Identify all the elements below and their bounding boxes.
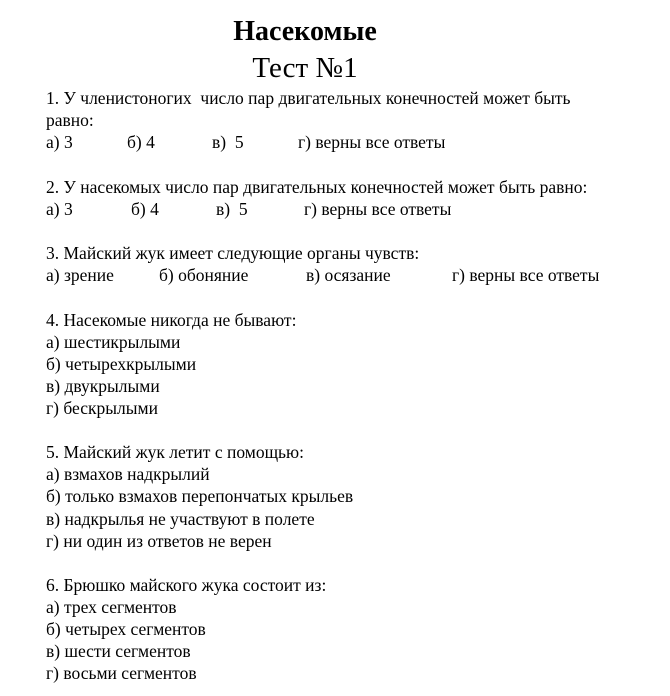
question-1-option-a: а) 3 bbox=[46, 132, 73, 152]
question-2-option-b: б) 4 bbox=[131, 199, 159, 219]
question-1-option-d: г) верны все ответы bbox=[298, 132, 446, 152]
question-1-text-line1: 1. У членистоногих число пар двигательных конечностей может быть bbox=[46, 88, 571, 108]
question-2-option-a: а) 3 bbox=[46, 199, 73, 219]
question-4-option-b: б) четырехкрылыми bbox=[46, 354, 197, 374]
page-title: Насекомые bbox=[233, 16, 377, 47]
question-1-text-line2: равно: bbox=[46, 110, 94, 130]
question-2-text: 2. У насекомых число пар двигательных конечностей может быть равно: bbox=[46, 177, 588, 197]
question-1-option-b: б) 4 bbox=[127, 132, 155, 152]
question-6-option-b: б) четырех сегментов bbox=[46, 619, 206, 639]
question-6-option-c: в) шести сегментов bbox=[46, 641, 191, 661]
question-4-option-d: г) бескрылыми bbox=[46, 398, 158, 418]
question-2-option-c: в) 5 bbox=[216, 199, 248, 219]
question-1-options bbox=[46, 131, 646, 153]
question-5-option-a: а) взмахов надкрылий bbox=[46, 464, 210, 484]
question-3-option-b: б) обоняние bbox=[159, 265, 249, 285]
page-subtitle: Тест №1 bbox=[252, 52, 358, 84]
question-6-option-d: г) восьми сегментов bbox=[46, 663, 197, 683]
question-4-option-a: а) шестикрылыми bbox=[46, 332, 181, 352]
question-5-option-b: б) только взмахов перепончатых крыльев bbox=[46, 486, 354, 506]
question-2-option-d: г) верны все ответы bbox=[304, 199, 452, 219]
question-5-text: 5. Майский жук летит с помощью: bbox=[46, 442, 304, 462]
question-3-option-d: г) верны все ответы bbox=[452, 265, 600, 285]
question-3-text: 3. Майский жук имеет следующие органы чувств: bbox=[46, 243, 420, 263]
question-3-option-a: а) зрение bbox=[46, 265, 114, 285]
question-4-option-c: в) двукрылыми bbox=[46, 376, 160, 396]
question-5-option-c: в) надкрылья не участвуют в полете bbox=[46, 509, 315, 529]
question-5-option-d: г) ни один из ответов не верен bbox=[46, 531, 272, 551]
question-3-options bbox=[46, 264, 646, 286]
question-6-option-a: а) трех сегментов bbox=[46, 597, 177, 617]
question-2-options bbox=[46, 198, 646, 220]
question-1-option-c: в) 5 bbox=[212, 132, 244, 152]
question-3-option-c: в) осязание bbox=[306, 265, 391, 285]
question-6-text: 6. Брюшко майского жука состоит из: bbox=[46, 575, 327, 595]
question-4-text: 4. Насекомые никогда не бывают: bbox=[46, 310, 297, 330]
